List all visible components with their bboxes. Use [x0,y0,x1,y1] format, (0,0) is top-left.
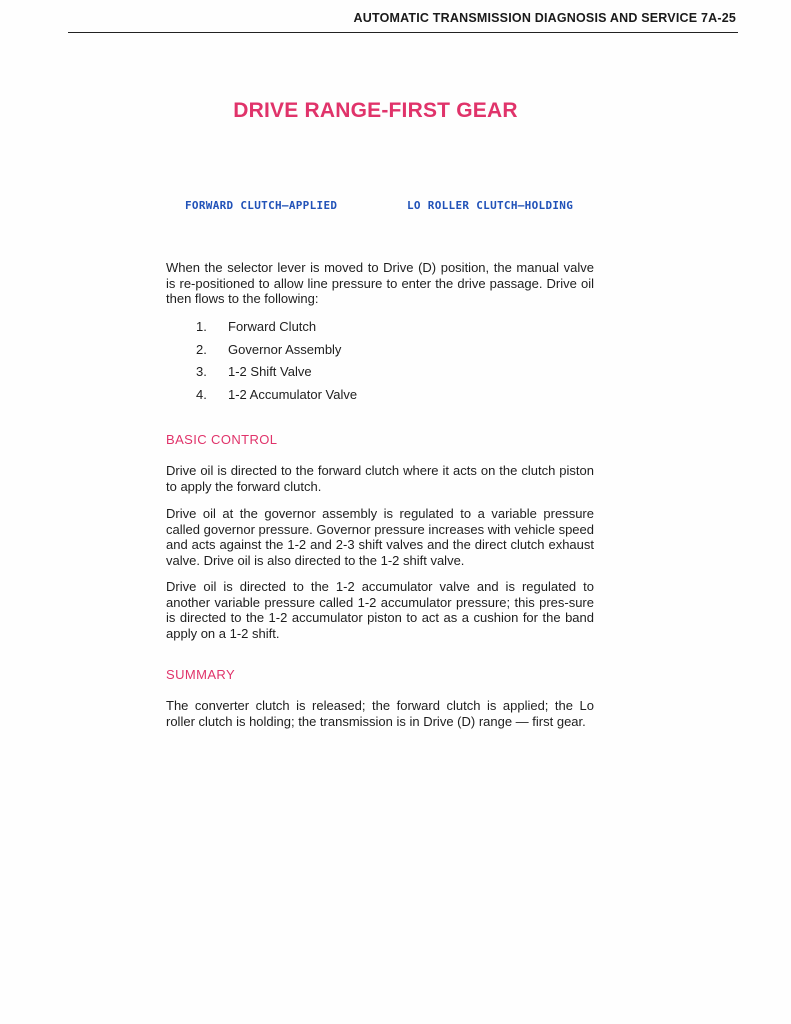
list-item-number: 4. [196,387,207,403]
flow-list [196,318,357,409]
list-item [196,386,357,409]
summary-paragraph: The converter clutch is released; the forward clutch is applied; the Lo roller clutch is holding; the transmission is in Drive (D) range — first gear. [166,698,594,729]
basic-control-paragraph-2: Drive oil at the governor assembly is regulated to a variable pressure called governor pressure. Governor pressure increases with vehicle speed and acts against the 1-2 and 2-3 shift valves and the direct clutch exhaust valve. Drive oil is also directed to the 1-2 shift valve. [166,506,594,568]
list-item-number: 3. [196,364,207,380]
list-item-text: 1-2 Shift Valve [228,364,312,380]
summary-heading: SUMMARY [166,667,236,682]
intro-paragraph: When the selector lever is moved to Drive (D) position, the manual valve is re-positioned to allow line pressure to enter the drive passage. Drive oil then flows to the following: [166,260,594,306]
list-item-text: Governor Assembly [228,341,342,357]
forward-clutch-status: FORWARD CLUTCH–APPLIED [185,199,338,212]
running-title: AUTOMATIC TRANSMISSION DIAGNOSIS AND SERVICE 7A-25 [353,11,736,25]
page-header [68,8,738,33]
list-item [196,363,357,386]
list-item-text: Forward Clutch [228,319,317,334]
basic-control-paragraph-3: Drive oil is directed to the 1-2 accumulator valve and is regulated to another variable pressure called 1-2 accumulator pressure; this pres-sure is directed to the 1-2 accumulator piston to act as a cushion for the band apply on a 1-2 shift. [166,579,594,641]
page-title: DRIVE RANGE-FIRST GEAR [233,99,518,122]
list-item-text: 1-2 Accumulator Valve [228,387,358,403]
basic-control-paragraph-1: Drive oil is directed to the forward clutch where it acts on the clutch piston to apply the forward clutch. [166,463,594,494]
list-item [196,341,357,364]
basic-control-heading: BASIC CONTROL [166,432,278,447]
lo-roller-clutch-status: LO ROLLER CLUTCH–HOLDING [407,199,574,212]
list-item [196,318,357,341]
list-item-number: 2. [196,341,207,357]
list-item-number: 1. [196,319,207,334]
